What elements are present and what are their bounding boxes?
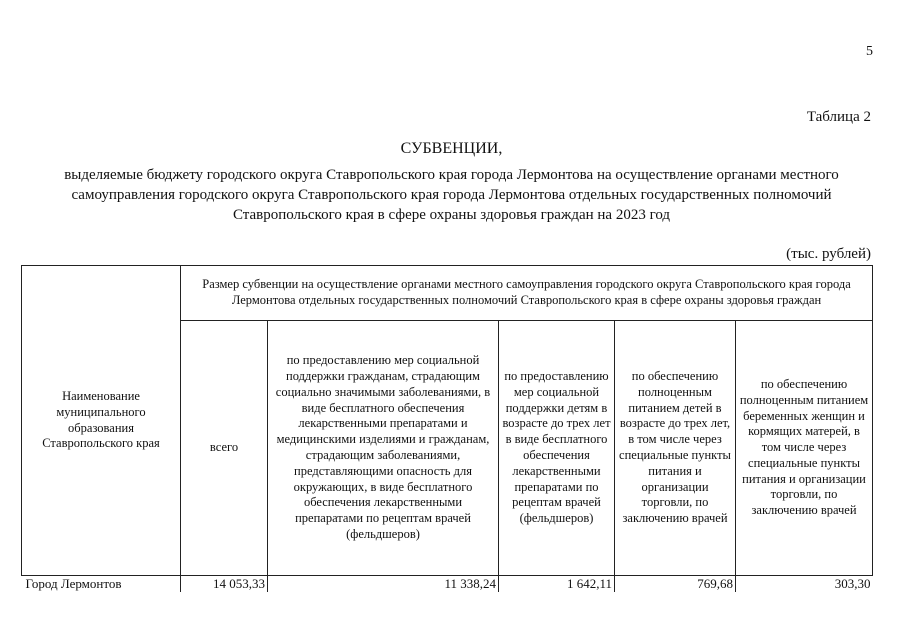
column-header-social-support: по предоставлению мер социальной поддержки гражданам, страдающим социально значимыми заболеваниями, в виде бесплатного обеспечения лекарственными препаратами и медицинскими изделиями и гражданам, страдающим заболеваниями, представляющими опасность для окружающих, в виде бесплатного обеспечения лекарственными препаратами по рецептам врачей (фельдшеров) — [268, 321, 499, 576]
row-value-total: 14 053,33 — [181, 576, 268, 593]
column-header-mothers-nutrition: по обеспечению полноценным питанием беременных женщин и кормящих матерей, в том числе через специальные пункты питания и организации торговли, по заключению врачей — [736, 321, 873, 576]
subsidy-table — [21, 265, 873, 592]
column-header-children-nutrition: по обеспечению полноценным питанием детей в возрасте до трех лет, в том числе через специальные пункты питания и организации торговли, по заключению врачей — [615, 321, 736, 576]
units-label: (тыс. рублей) — [786, 246, 871, 262]
document-title: СУБВЕНЦИИ, — [400, 140, 503, 157]
row-value-social-support: 11 338,24 — [268, 576, 499, 593]
row-value-mothers-nutrition: 303,30 — [736, 576, 873, 593]
table-label: Таблица 2 — [806, 109, 871, 125]
table-header-row — [22, 266, 873, 321]
document-subtitle: выделяемые бюджету городского округа Ставропольского края города Лермонтова на осуществление органами местного самоуправления городского округа Ставропольского края города Лермонтова отдельных государственных полномочий Ставропольского края в сфере охраны здоровья граждан на 2023 год — [64, 167, 839, 223]
column-group-header: Размер субвенции на осуществление органами местного самоуправления городского округа Ставропольского края города Лермонтова отдельных государственных полномочий Ставропольского края в сфере охраны здоровья граждан — [181, 266, 873, 321]
row-value-children-medicines: 1 642,11 — [499, 576, 615, 593]
page-number: 5 — [866, 44, 873, 59]
table-row — [22, 576, 873, 593]
column-header-municipality: Наименование муниципального образования Ставропольского края — [22, 266, 181, 576]
row-value-children-nutrition: 769,68 — [615, 576, 736, 593]
column-header-children-medicines: по предоставлению мер социальной поддержки детям в возрасте до трех лет в виде бесплатного обеспечения лекарственными препаратами по рецептам врачей (фельдшеров) — [499, 321, 615, 576]
row-municipality-name: Город Лермонтов — [25, 576, 122, 591]
column-header-total: всего — [181, 321, 268, 576]
